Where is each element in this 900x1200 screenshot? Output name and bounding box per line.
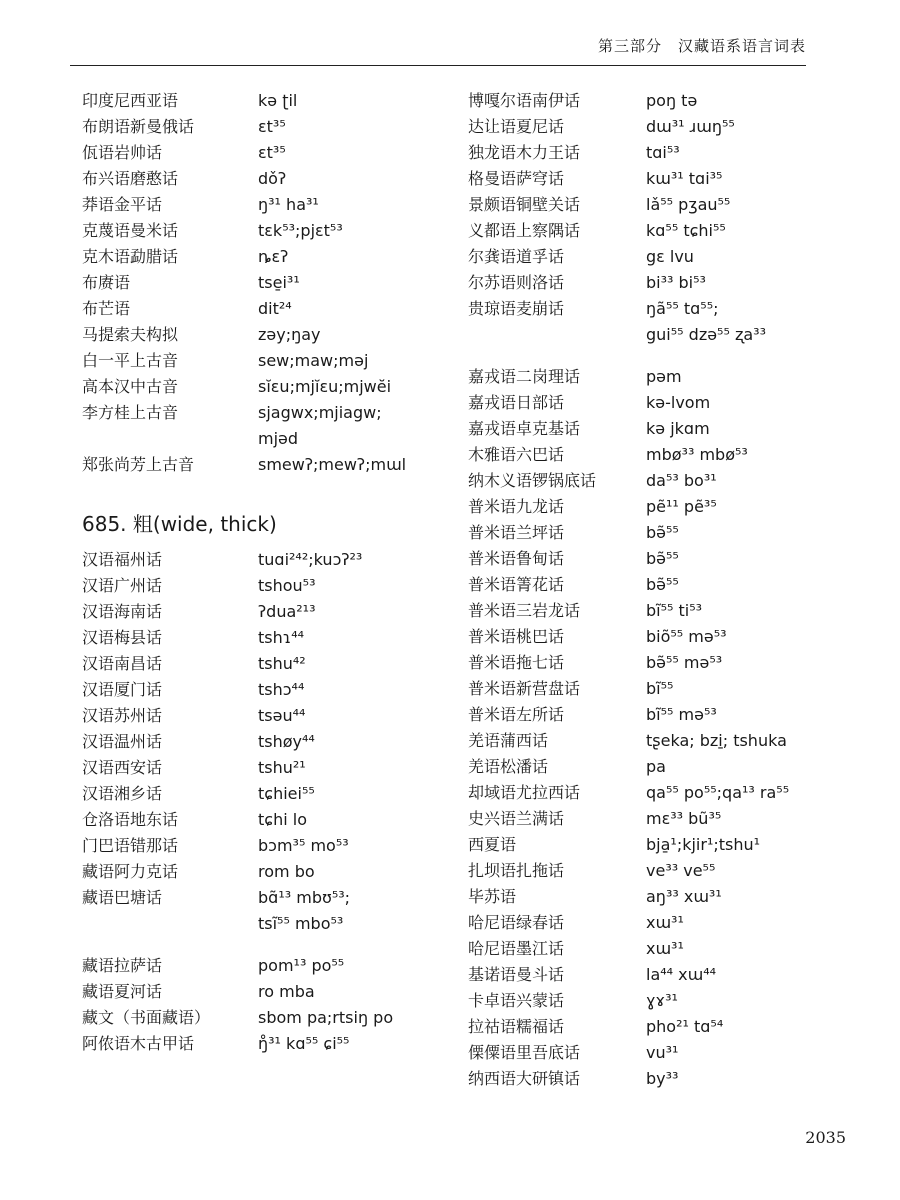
phonetic-form: pa <box>646 757 666 776</box>
phonetic-form: da⁵³ bo³¹ <box>646 471 717 490</box>
language-name: 李方桂上古音 <box>82 403 179 422</box>
language-name: 普米语新营盘话 <box>468 679 581 698</box>
language-name: 羌语蒲西话 <box>468 731 549 750</box>
vocab-row <box>82 703 452 729</box>
vocab-row <box>82 911 452 937</box>
vocab-row <box>468 754 848 780</box>
running-header: 第三部分 汉藏语系语言词表 <box>597 37 806 55</box>
language-name: 西夏语 <box>468 835 517 854</box>
vocab-row <box>468 244 848 270</box>
vocab-row <box>82 755 452 781</box>
phonetic-form: tsĩ⁵⁵ mbo⁵³ <box>258 914 344 933</box>
vocab-row <box>468 884 848 910</box>
language-name: 史兴语兰满话 <box>468 809 565 828</box>
vocab-row <box>82 953 452 979</box>
vocab-row <box>82 270 452 296</box>
vocab-row <box>82 625 452 651</box>
language-name: 门巴语错那话 <box>82 836 179 855</box>
vocab-row <box>82 322 452 348</box>
vocab-row <box>82 677 452 703</box>
language-name: 扎坝语扎拖话 <box>468 861 565 880</box>
language-name: 毕苏语 <box>468 887 517 906</box>
vocab-row <box>82 651 452 677</box>
phonetic-form: bĩ⁵⁵ ti⁵³ <box>646 601 703 620</box>
language-name: 布芒语 <box>82 299 131 318</box>
left-column <box>82 88 452 1057</box>
phonetic-form: pẽ¹¹ pẽ³⁵ <box>646 497 717 516</box>
language-name: 景颇语铜壁关话 <box>468 195 581 214</box>
phonetic-form: xɯ³¹ <box>646 939 684 958</box>
vocab-row <box>468 442 848 468</box>
vocab-row <box>82 244 452 270</box>
language-name: 汉语厦门话 <box>82 680 163 699</box>
phonetic-form: zəy;ŋay <box>258 325 321 344</box>
vocab-row <box>468 1014 848 1040</box>
phonetic-form: pəm <box>646 367 682 386</box>
phonetic-form: smewʔ;mewʔ;mɯl <box>258 455 407 474</box>
vocab-row <box>82 374 452 400</box>
phonetic-form: ɛt³⁵ <box>258 117 286 136</box>
language-name: 布赓语 <box>82 273 131 292</box>
language-name: 印度尼西亚语 <box>82 91 179 110</box>
language-name: 布兴语磨憨话 <box>82 169 179 188</box>
phonetic-form: ve³³ ve⁵⁵ <box>646 861 716 880</box>
phonetic-form: rom bo <box>258 862 315 881</box>
language-name: 哈尼语墨江话 <box>468 939 565 958</box>
vocab-row <box>468 910 848 936</box>
phonetic-form: sjagwx;mjiagw; <box>258 403 382 422</box>
language-name: 纳木义语锣锅底话 <box>468 471 597 490</box>
vocab-row <box>82 729 452 755</box>
language-name: 独龙语木力王话 <box>468 143 581 162</box>
vocab-row <box>82 218 452 244</box>
vocab-row <box>468 364 848 390</box>
language-name: 藏语阿力克话 <box>82 862 179 881</box>
vocab-row <box>468 322 848 348</box>
phonetic-form: tshøy⁴⁴ <box>258 732 315 751</box>
vocab-row <box>468 520 848 546</box>
phonetic-form: pom¹³ po⁵⁵ <box>258 956 345 975</box>
vocab-row <box>82 1005 452 1031</box>
phonetic-form: tɕhiei⁵⁵ <box>258 784 315 803</box>
vocab-row <box>82 192 452 218</box>
vocab-row <box>468 546 848 572</box>
language-name: 藏文（书面藏语） <box>82 1008 211 1027</box>
vocab-row <box>468 218 848 244</box>
language-name: 普米语九龙话 <box>468 497 565 516</box>
language-name: 格曼语萨穹话 <box>468 169 565 188</box>
previous-entry-list <box>82 88 452 478</box>
language-name: 普米语三岩龙话 <box>468 601 581 620</box>
vocab-row <box>82 599 452 625</box>
language-name: 阿侬语木古甲话 <box>82 1034 195 1053</box>
vocab-row <box>82 547 452 573</box>
vocab-row <box>82 452 452 478</box>
language-name: 克蔑语曼米话 <box>82 221 179 240</box>
phonetic-form: tuɑi²⁴²;kuɔʔ²³ <box>258 550 363 569</box>
language-name: 基诺语曼斗话 <box>468 965 565 984</box>
vocab-row <box>468 962 848 988</box>
phonetic-form: pho²¹ tɑ⁵⁴ <box>646 1017 724 1036</box>
phonetic-form: lǎ⁵⁵ pʒau⁵⁵ <box>646 195 731 214</box>
phonetic-form: mɛ³³ bũ³⁵ <box>646 809 722 828</box>
language-name: 傈僳语里吾底话 <box>468 1043 581 1062</box>
phonetic-form: poŋ tə <box>646 91 698 110</box>
phonetic-form: bə̃⁵⁵ <box>646 575 679 594</box>
phonetic-form: dɯ³¹ ɹɯŋ⁵⁵ <box>646 117 735 136</box>
vocab-row <box>82 140 452 166</box>
phonetic-form: bɔm³⁵ mo⁵³ <box>258 836 349 855</box>
language-name: 莽语金平话 <box>82 195 163 214</box>
phonetic-form: mjəd <box>258 429 299 448</box>
vocab-row <box>82 296 452 322</box>
language-name: 木雅语六巴话 <box>468 445 565 464</box>
phonetic-form: bi³³ bi⁵³ <box>646 273 706 292</box>
vocab-row <box>468 114 848 140</box>
phonetic-form: bə̃⁵⁵ <box>646 549 679 568</box>
language-name: 普米语桃巴话 <box>468 627 565 646</box>
phonetic-form: ro mba <box>258 982 315 1001</box>
phonetic-form: gui⁵⁵ dzə⁵⁵ ʐa³³ <box>646 325 766 344</box>
language-name: 羌语松潘话 <box>468 757 549 776</box>
phonetic-form: la⁴⁴ xɯ⁴⁴ <box>646 965 717 984</box>
phonetic-form: tɕhi lo <box>258 810 307 829</box>
vocab-row <box>468 494 848 520</box>
phonetic-form: tsəu⁴⁴ <box>258 706 306 725</box>
vocab-row <box>82 573 452 599</box>
language-name: 藏语拉萨话 <box>82 956 163 975</box>
phonetic-form: sĭɛu;mjĭɛu;mjwĕi <box>258 377 392 396</box>
header-rule <box>70 65 806 66</box>
language-name: 汉语福州话 <box>82 550 163 569</box>
vocab-row <box>468 728 848 754</box>
phonetic-form: tse̱i³¹ <box>258 273 300 292</box>
entry-heading: 685. 粗(wide, thick) <box>82 512 277 536</box>
language-name: 马提索夫构拟 <box>82 325 179 344</box>
phonetic-form: bə̃⁵⁵ mə⁵³ <box>646 653 723 672</box>
vocab-row <box>82 885 452 911</box>
phonetic-form: gɛ lvu <box>646 247 694 266</box>
phonetic-form: mbø³³ mbø⁵³ <box>646 445 748 464</box>
language-name: 哈尼语绿春话 <box>468 913 565 932</box>
language-name: 汉语苏州话 <box>82 706 163 725</box>
vocab-row <box>82 807 452 833</box>
phonetic-form: bĩ⁵⁵ mə⁵³ <box>646 705 717 724</box>
phonetic-form: kə jkɑm <box>646 419 710 438</box>
phonetic-form: ŋã⁵⁵ tɑ⁵⁵; <box>646 299 719 318</box>
vocab-row <box>82 114 452 140</box>
language-name: 汉语广州话 <box>82 576 163 595</box>
vocab-row <box>468 1066 848 1092</box>
vocab-row <box>468 296 848 322</box>
phonetic-form: ŋ³¹ ha³¹ <box>258 195 319 214</box>
vocab-row <box>82 348 452 374</box>
phonetic-form: kə-lvom <box>646 393 711 412</box>
phonetic-form: ŋ̊³¹ kɑ⁵⁵ ɕi⁵⁵ <box>258 1034 350 1053</box>
phonetic-form: dit²⁴ <box>258 299 292 318</box>
vocab-row <box>82 88 452 114</box>
vocab-row <box>82 859 452 885</box>
language-name: 贵琼语麦崩话 <box>468 299 565 318</box>
language-name: 嘉戎语卓克基话 <box>468 419 581 438</box>
language-name: 嘉戎语日部话 <box>468 393 565 412</box>
phonetic-form: ʔdua²¹³ <box>258 602 316 621</box>
vocab-row <box>468 192 848 218</box>
phonetic-form: dǒʔ <box>258 169 287 188</box>
vocab-row <box>468 988 848 1014</box>
language-name: 却域语尤拉西话 <box>468 783 581 802</box>
phonetic-form: kə ʈil <box>258 91 298 110</box>
language-name: 义都语上察隅话 <box>468 221 581 240</box>
entry-list-left <box>82 547 452 1057</box>
language-name: 博嘎尔语南伊话 <box>468 91 581 110</box>
phonetic-form: vu³¹ <box>646 1043 679 1062</box>
language-name: 汉语温州话 <box>82 732 163 751</box>
language-name: 普米语左所话 <box>468 705 565 724</box>
phonetic-form: tshu⁴² <box>258 654 306 673</box>
vocab-row <box>468 858 848 884</box>
language-name: 汉语梅县话 <box>82 628 163 647</box>
phonetic-form: tshu²¹ <box>258 758 306 777</box>
phonetic-form: aŋ³³ xɯ³¹ <box>646 887 722 906</box>
vocab-row <box>468 140 848 166</box>
language-name: 郑张尚芳上古音 <box>82 455 195 474</box>
phonetic-form: xɯ³¹ <box>646 913 684 932</box>
right-column <box>468 88 848 1092</box>
language-name: 普米语拖七话 <box>468 653 565 672</box>
language-name: 汉语西安话 <box>82 758 163 777</box>
vocab-row <box>82 1031 452 1057</box>
phonetic-form: tɑi⁵³ <box>646 143 680 162</box>
phonetic-form: sbom pa;rtsiŋ po <box>258 1008 394 1027</box>
vocab-row <box>82 426 452 452</box>
phonetic-form: qa⁵⁵ po⁵⁵;qa¹³ ra⁵⁵ <box>646 783 790 802</box>
phonetic-form: tshɔ⁴⁴ <box>258 680 305 699</box>
vocab-row <box>82 781 452 807</box>
language-name: 汉语湘乡话 <box>82 784 163 803</box>
vocab-row <box>82 833 452 859</box>
phonetic-form: bĩ⁵⁵ <box>646 679 674 698</box>
vocab-row <box>468 598 848 624</box>
vocab-row <box>468 1040 848 1066</box>
vocab-row <box>468 806 848 832</box>
phonetic-form: by³³ <box>646 1069 679 1088</box>
language-name: 尔苏语则洛话 <box>468 273 565 292</box>
phonetic-form: sew;maw;məj <box>258 351 369 370</box>
language-name: 拉祜语糯福话 <box>468 1017 565 1036</box>
language-name: 普米语鲁甸话 <box>468 549 565 568</box>
vocab-row <box>468 88 848 114</box>
language-name: 汉语南昌话 <box>82 654 163 673</box>
page-number: 2035 <box>805 1128 846 1147</box>
language-name: 普米语箐花话 <box>468 575 565 594</box>
vocab-row <box>82 979 452 1005</box>
phonetic-form: biõ⁵⁵ mə⁵³ <box>646 627 727 646</box>
vocab-row <box>468 936 848 962</box>
vocab-row <box>82 400 452 426</box>
phonetic-form: ɛt³⁵ <box>258 143 286 162</box>
vocab-row <box>82 166 452 192</box>
language-name: 纳西语大研镇话 <box>468 1069 581 1088</box>
language-name: 卡卓语兴蒙话 <box>468 991 565 1010</box>
phonetic-form: tshɿ⁴⁴ <box>258 628 305 647</box>
vocab-row <box>468 416 848 442</box>
vocab-row <box>468 780 848 806</box>
phonetic-form: ɣɤ³¹ <box>646 991 678 1010</box>
language-name: 高本汉中古音 <box>82 377 179 396</box>
language-name: 布朗语新曼俄话 <box>82 117 195 136</box>
language-name: 佤语岩帅话 <box>82 143 163 162</box>
phonetic-form: bja̱¹;kjir¹;tshu¹ <box>646 835 761 854</box>
phonetic-form: tʂeka; bzi̱; tshuka <box>646 731 787 750</box>
language-name: 仓洛语地东话 <box>82 810 179 829</box>
phonetic-form: tshou⁵³ <box>258 576 316 595</box>
language-name: 达让语夏尼话 <box>468 117 565 136</box>
vocab-row <box>468 676 848 702</box>
phonetic-form: kɑ⁵⁵ tɕhi⁵⁵ <box>646 221 726 240</box>
row-gap <box>82 937 452 953</box>
vocab-row <box>468 650 848 676</box>
vocab-row <box>468 624 848 650</box>
vocab-row <box>468 468 848 494</box>
phonetic-form: bɑ̃¹³ mbʊ⁵³; <box>258 888 351 907</box>
language-name: 普米语兰坪话 <box>468 523 565 542</box>
phonetic-form: tɛk⁵³;pjɛt⁵³ <box>258 221 343 240</box>
phonetic-form: ȵɛʔ <box>258 247 289 266</box>
vocab-row <box>468 832 848 858</box>
vocab-row <box>468 270 848 296</box>
language-name: 克木语勐腊话 <box>82 247 179 266</box>
vocab-row <box>468 166 848 192</box>
vocab-row <box>468 702 848 728</box>
language-name: 汉语海南话 <box>82 602 163 621</box>
phonetic-form: kɯ³¹ tɑi³⁵ <box>646 169 723 188</box>
vocab-row <box>468 390 848 416</box>
language-name: 尔龚语道孚话 <box>468 247 565 266</box>
row-gap <box>468 348 848 364</box>
language-name: 白一平上古音 <box>82 351 179 370</box>
language-name: 藏语巴塘话 <box>82 888 163 907</box>
language-name: 藏语夏河话 <box>82 982 163 1001</box>
phonetic-form: bə̃⁵⁵ <box>646 523 679 542</box>
vocab-row <box>468 572 848 598</box>
entry-list-right <box>468 88 848 1092</box>
language-name: 嘉戎语二岗理话 <box>468 367 581 386</box>
